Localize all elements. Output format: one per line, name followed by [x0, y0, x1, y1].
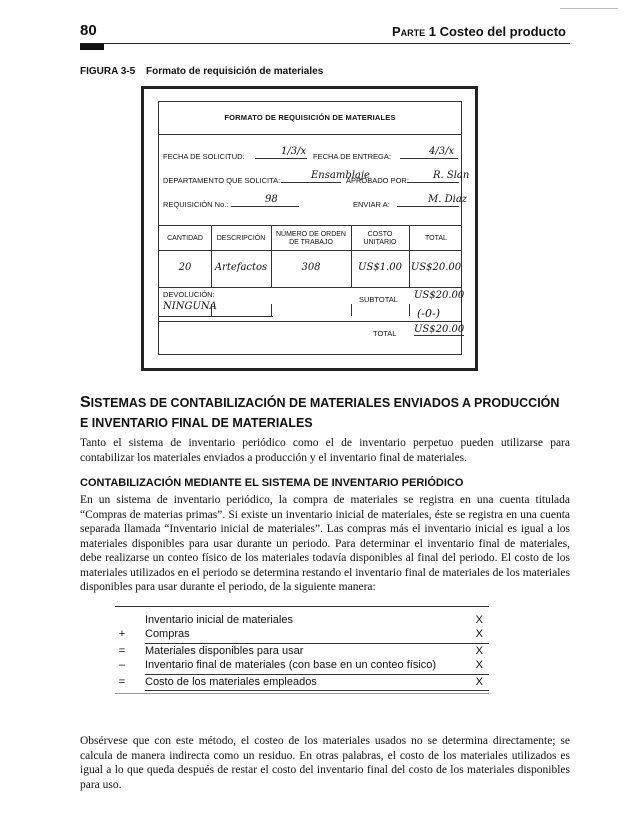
calc-symbol: =: [118, 645, 126, 657]
departamento-field: Ensamblaje: [281, 170, 341, 183]
running-head: [392, 24, 566, 39]
form-title-rule: [159, 134, 461, 135]
calc-row: [115, 659, 489, 673]
calc-row: [115, 645, 489, 659]
calc-top-rule: [115, 606, 489, 607]
top-faint-rule: [560, 8, 618, 9]
running-head-part: Parte: [391, 24, 426, 39]
calc-mark: X: [475, 676, 483, 688]
total-value: US$20.00: [414, 324, 465, 335]
col-descripcion: DESCRIPCIÓN: [216, 235, 266, 242]
calc-symbol: +: [118, 628, 126, 640]
calc-mark: X: [475, 645, 483, 657]
total-rule: [159, 321, 461, 322]
calc-mark: X: [475, 659, 483, 671]
section-title-initial: S: [80, 394, 91, 411]
calc-label: Inventario final de materiales (con base en un conteo físico): [145, 659, 437, 671]
chapter-tab: [80, 44, 104, 50]
calc-label: Costo de los materiales empleados: [145, 676, 317, 688]
form-title: FORMATO DE REQUISICIÓN DE MATERIALES: [224, 113, 396, 122]
col-divider: [271, 225, 272, 287]
calc-row: [115, 628, 489, 642]
figure-caption: [80, 66, 323, 77]
total-label: TOTAL: [373, 329, 397, 338]
page-number: 80: [80, 22, 97, 39]
calc-bottom-rule: [115, 693, 489, 694]
calc-label: Inventario inicial de materiales: [145, 614, 293, 626]
figure-title: Formato de requisición de materiales: [145, 66, 324, 77]
col-divider: [351, 225, 352, 287]
form-row-dates: [163, 146, 457, 164]
subtotal-value: US$20.00: [414, 290, 465, 301]
requisition-form: [141, 86, 478, 371]
devolucion-label: DEVOLUCIÓN:: [163, 290, 215, 299]
figure-number: FIGURA 3-5: [80, 66, 136, 77]
aprobado-field: R. Slan: [407, 170, 459, 183]
enviar-field: M. Diaz: [397, 194, 459, 207]
calc-symbol: =: [118, 676, 126, 688]
col-cantidad: CANTIDAD: [167, 235, 203, 242]
closing-paragraph: Obsérvese que con este método, el costeo de los materiales usados no se determina directamente; se calcula de manera indirecta como un residuo. En otras palabras, el costo de los materiales utilizados es igual a lo que queda después de restar el costo del inventario final del costo de los materiales disponibles para uso.: [80, 735, 570, 791]
calc-subtotal-rule: [145, 643, 489, 644]
calc-row: [115, 614, 489, 628]
fecha-entrega-label: FECHA DE ENTREGA:: [313, 152, 391, 161]
requisicion-field: 98: [231, 194, 299, 207]
cell-cantidad: 20: [178, 262, 192, 273]
fecha-solicitud-field: 1/3/x: [255, 146, 307, 159]
fecha-entrega-field: 4/3/x: [400, 146, 458, 159]
section-title: [80, 393, 580, 433]
requisition-form-inner: [158, 101, 470, 355]
calc-result-rule: [145, 674, 489, 675]
calc-row: [115, 676, 489, 690]
aprobado-label: APROBADO POR:: [346, 176, 409, 185]
devolucion-value: NINGUNA: [163, 301, 217, 312]
header-rule: [80, 43, 570, 44]
devolucion-tick: [211, 304, 212, 316]
form-table-header: [159, 225, 461, 251]
calc-label: Materiales disponibles para usar: [145, 645, 304, 657]
form-row-requisition: [163, 194, 468, 212]
intro-paragraph: Tanto el sistema de inventario periódico como el de inventario perpetuo pueden utilizarse para contabilizar los materiales enviados a producción y el inventario final de materiales.: [80, 437, 570, 464]
body-paragraph: En un sistema de inventario periódico, la compra de materiales se registra en una cuenta titulada “Compras de materias primas”. Si existe un inventario inicial de materiales, éste se registra en una cuenta separada llamada “Inventario inicial de materiales”. Las compras más el inventario inicial es igual a los materiales disponibles para usar durante un periodo. Para determinar el inventario final de materiales, debe realizarse un conteo físico de los materiales todavía disponibles al final del periodo. El costo de los materiales utilizados en el periodo se determina restando el inventario final de materiales de los materiales disponibles para usar durante el periodo, de la siguiente manera:: [80, 494, 570, 593]
col-total: TOTAL: [425, 235, 447, 242]
devolucion-rule: [159, 316, 273, 317]
subtotal-label: SUBTOTAL: [359, 295, 398, 304]
col-divider: [409, 225, 410, 287]
devolucion-tick: [409, 304, 410, 316]
sub-heading: CONTABILIZACIÓN MEDIANTE EL SISTEMA DE INVENTARIO PERIÓDICO: [80, 477, 464, 489]
col-orden-trabajo: NÚMERO DE ORDEN DE TRABAJO: [275, 231, 346, 246]
cell-orden: 308: [301, 262, 321, 273]
fecha-solicitud-label: FECHA DE SOLICITUD:: [163, 152, 245, 161]
calc-mark: X: [475, 628, 483, 640]
form-table-bottom-rule: [159, 287, 461, 288]
calc-mark: X: [475, 614, 483, 626]
cell-total: US$20.00: [410, 262, 462, 273]
enviar-label: ENVIAR A:: [353, 200, 390, 209]
form-row-department: [163, 170, 470, 188]
section-title-line2: E INVENTARIO FINAL DE MATERIALES: [80, 416, 313, 430]
section-title-line1: ISTEMAS DE CONTABILIZACIÓN DE MATERIALES ENVIADOS A PRODUCCIÓN: [90, 396, 560, 410]
calc-symbol: –: [118, 659, 126, 671]
calc-double-rule: [145, 690, 489, 691]
less-value: (-0-): [417, 307, 441, 320]
materials-calculation: [115, 606, 489, 686]
departamento-label: DEPARTAMENTO QUE SOLICITA:: [163, 176, 281, 185]
devolucion-tick: [351, 304, 352, 316]
running-head-title: 1 Costeo del producto: [428, 24, 566, 39]
col-divider: [211, 225, 212, 287]
devolucion-tick: [271, 304, 272, 316]
cell-descripcion: Artefactos: [214, 262, 268, 273]
col-costo-unitario: COSTO UNITARIO: [363, 231, 397, 246]
requisicion-label: REQUISICIÓN No.:: [163, 200, 229, 209]
calc-label: Compras: [145, 628, 190, 640]
cell-costo: US$1.00: [358, 262, 402, 273]
